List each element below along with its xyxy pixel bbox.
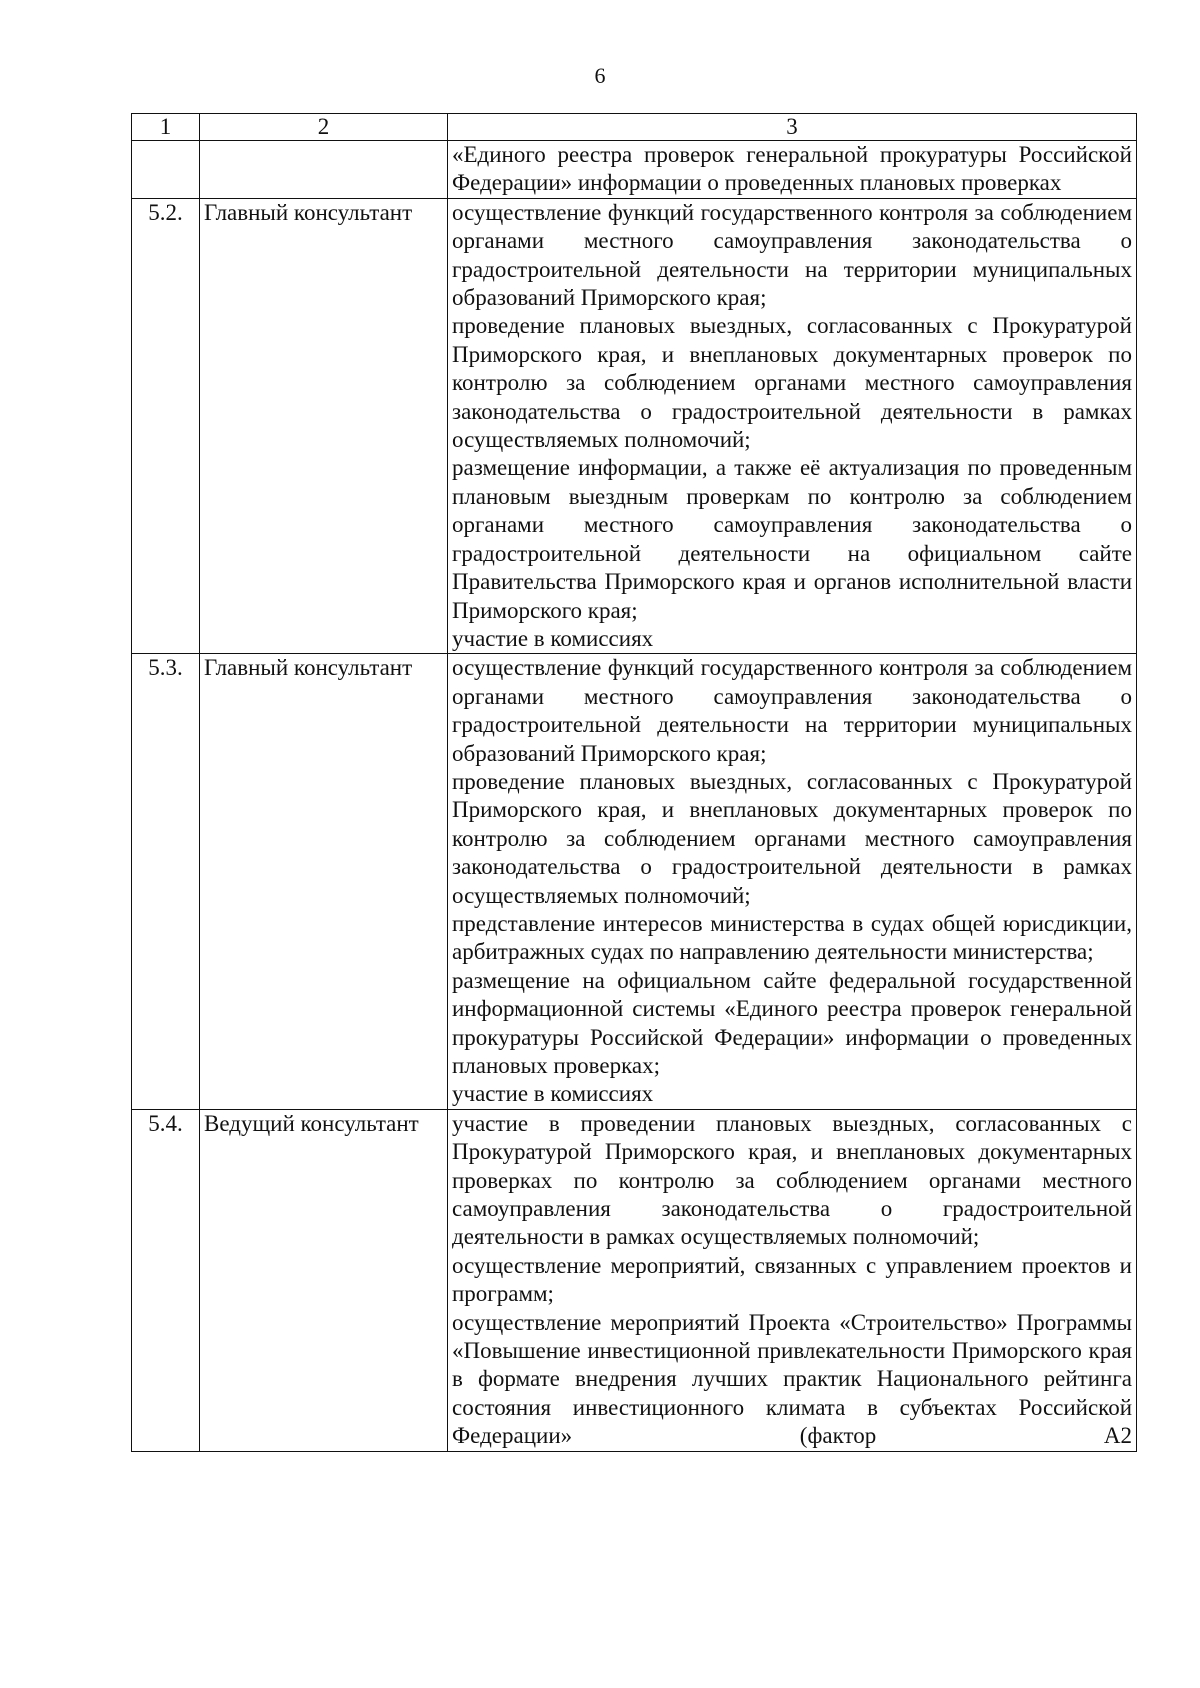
row-number: 5.4.	[132, 1109, 200, 1451]
table-row	[132, 1109, 1137, 1451]
table-row	[132, 141, 1137, 199]
duty-paragraph: «Единого реестра проверок генеральной прокуратуры Российской Федерации» информации о проведенных плановых проверках	[452, 142, 1132, 196]
row-duties	[448, 1109, 1137, 1451]
duty-paragraph: участие в проведении плановых выездных, согласованных с Прокуратурой Приморского края, и внеплановых документарных проверках по контролю за соблюдением органами местного самоуправления законодательства о градостроительной деятельности в рамках осуществляемых полномочий;	[452, 1110, 1132, 1250]
duty-paragraph: осуществление функций государственного контроля за соблюдением органами местного самоуправления законодательства о градостроительной деятельности на территории муниципальных образований Приморского края;	[452, 199, 1132, 311]
row-number: 5.3.	[132, 654, 200, 1110]
duty-paragraph: проведение плановых выездных, согласованных с Прокуратурой Приморского края, и внеплановых документарных проверок по контролю за соблюдением органами местного самоуправления законодательства о градостроительной деятельности в рамках осуществляемых полномочий;	[452, 313, 1132, 453]
row-number: 5.2.	[132, 198, 200, 654]
duty-paragraph: участие в комиссиях	[452, 1081, 654, 1107]
row-duties	[448, 198, 1137, 654]
header-col-2: 2	[200, 114, 448, 141]
row-position: Главный консультант	[200, 654, 448, 1110]
duty-paragraph: осуществление мероприятий, связанных с управлением проектов и программ;	[452, 1252, 1132, 1307]
duty-paragraph: осуществление функций государственного контроля за соблюдением органами местного самоуправления законодательства о градостроительной деятельности на территории муниципальных образований Приморского края;	[452, 655, 1132, 766]
row-duties	[448, 654, 1137, 1110]
duties-table	[131, 113, 1137, 1452]
header-col-1: 1	[132, 114, 200, 141]
header-col-3: 3	[448, 114, 1137, 141]
table-row	[132, 198, 1137, 654]
row-number	[132, 141, 200, 199]
duty-paragraph: проведение плановых выездных, согласованных с Прокуратурой Приморского края, и внеплановых документарных проверок по контролю за соблюдением органами местного самоуправления законодательства о градостроительной деятельности в рамках осуществляемых полномочий;	[452, 768, 1132, 908]
duty-paragraph: размещение информации, а также её актуализация по проведенным плановым выездным проверкам по контролю за соблюдением органами местного самоуправления законодательства о градостроительной деятельности на официальном сайте Правительства Приморского края и органов исполнительной власти Приморского края;	[452, 455, 1132, 623]
table-row	[132, 654, 1137, 1110]
row-position: Ведущий консультант	[200, 1109, 448, 1451]
row-duties	[448, 141, 1137, 199]
duty-paragraph: осуществление мероприятий Проекта «Строительство» Программы «Повышение инвестиционной привлекательности Приморского края в формате внедрения лучших практик Национального рейтинга состояния инвестиционного климата в субъектах Российской Федерации» (фактор А2	[452, 1309, 1132, 1449]
page-number: 6	[594, 63, 606, 88]
table-header-row	[132, 114, 1137, 141]
duty-paragraph: представление интересов министерства в судах общей юрисдикции, арбитражных судах по направлению деятельности министерства;	[452, 910, 1132, 965]
row-position	[200, 141, 448, 199]
row-position: Главный консультант	[200, 198, 448, 654]
duty-paragraph: размещение на официальном сайте федеральной государственной информационной системы «Единого реестра проверок генеральной прокуратуры Российской Федерации» информации о проведенных плановых проверках;	[452, 967, 1132, 1078]
duty-paragraph: участие в комиссиях	[452, 625, 654, 651]
